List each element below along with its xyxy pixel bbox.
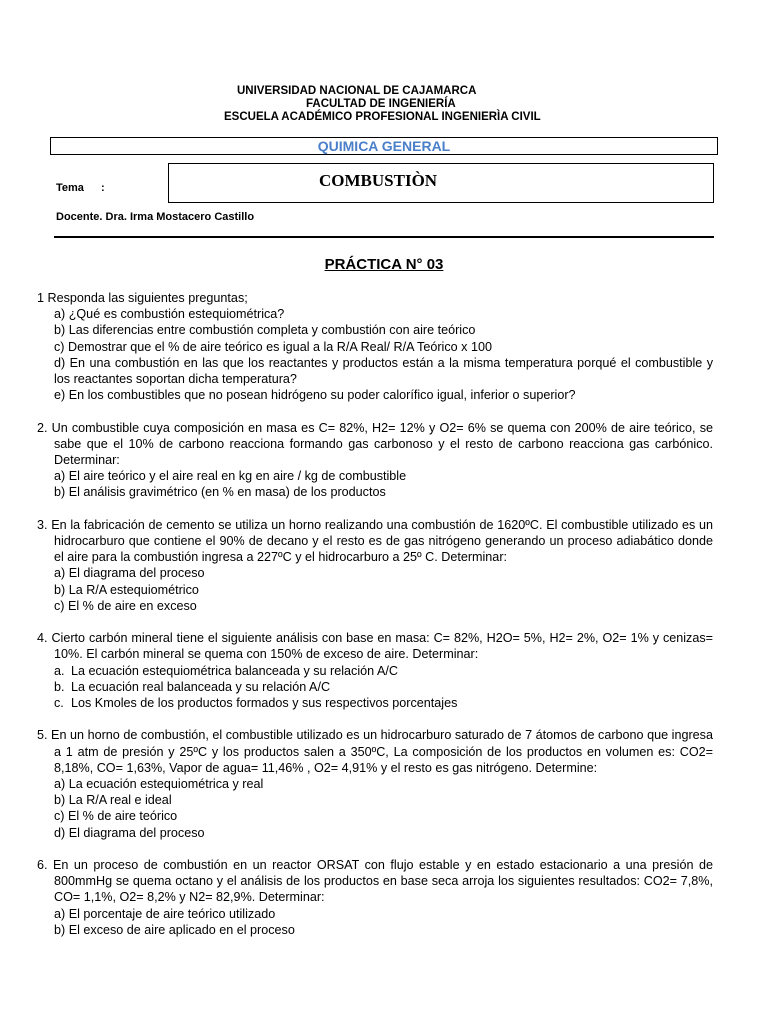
topic-box bbox=[168, 163, 714, 203]
question-stem: 1 Responda las siguientes preguntas; bbox=[37, 291, 248, 305]
list-letter: a. bbox=[54, 663, 65, 678]
question-2 bbox=[37, 420, 713, 501]
question-5 bbox=[37, 727, 713, 840]
question-stem: 5. En un horno de combustión, el combustible utilizado es un hidrocarburo saturado de 7 átomos de carbono que ingresa a 1 atm de presión y 25ºC y los productos salen a 350ºC, La composición de los productos en volumen es: CO2= 8,18%, CO= 1,63%, Vapor de agua= 11,46% , O2= 4,91% y el resto es gas nitrógeno. Determine: bbox=[37, 728, 713, 775]
question-item: b) El análisis gravimétrico (en % en masa) de los productos bbox=[54, 485, 386, 500]
question-item: c) El % de aire en exceso bbox=[54, 598, 197, 613]
question-list-item bbox=[37, 695, 713, 711]
topic-title: COMBUSTIÒN bbox=[319, 171, 438, 190]
question-item: b) El exceso de aire aplicado en el proceso bbox=[54, 922, 295, 937]
question-item: d) El diagrama del proceso bbox=[54, 825, 205, 840]
question-4 bbox=[37, 630, 713, 711]
header-divider bbox=[54, 236, 714, 238]
question-list-item bbox=[37, 663, 713, 679]
question-stem: 2. Un combustible cuya composición en masa es C= 82%, H2= 12% y O2= 6% se quema con 200% de aire teórico, se sabe que el 10% de carbono reacciona formando gas carbonoso y el resto de carbono reacciona gas carbónico. Determinar: bbox=[37, 420, 713, 468]
list-text: La ecuación estequiométrica balanceada y su relación A/C bbox=[71, 663, 398, 678]
course-title: QUIMICA GENERAL bbox=[50, 137, 718, 155]
question-item: e) En los combustibles que no posean hidrógeno su poder calorífico igual, inferior o superior? bbox=[54, 388, 576, 403]
question-stem: 4. Cierto carbón mineral tiene el siguiente análisis con base en masa: C= 82%, H2O= 5%, H2= 2%, O2= 1% y cenizas= 10%. El carbón mineral se quema con 150% de exceso de aire. Determinar: bbox=[37, 631, 713, 662]
school-name: ESCUELA ACADÉMICO PROFESIONAL INGENIERÌA CIVIL bbox=[224, 111, 541, 123]
question-item: a) El porcentaje de aire teórico utilizado bbox=[54, 906, 276, 921]
practice-title: PRÁCTICA N° 03 bbox=[324, 256, 444, 273]
university-name: UNIVERSIDAD NACIONAL DE CAJAMARCA bbox=[237, 85, 477, 97]
list-text: Los Kmoles de los productos formados y sus respectivos porcentajes bbox=[71, 696, 458, 711]
question-item: a) El aire teórico y el aire real en kg en aire / kg de combustible bbox=[54, 469, 407, 484]
question-item: a) ¿Qué es combustión estequiométrica? bbox=[54, 307, 285, 322]
question-item: a) El diagrama del proceso bbox=[54, 566, 205, 581]
question-item: c) Demostrar que el % de aire teórico es igual a la R/A Real/ R/A Teórico x 100 bbox=[54, 339, 492, 354]
question-1 bbox=[37, 290, 713, 403]
question-6 bbox=[37, 857, 713, 938]
questions-body bbox=[37, 290, 713, 954]
question-item: b) La R/A real e ideal bbox=[54, 793, 172, 808]
faculty-name: FACULTAD DE INGENIERÍA bbox=[306, 98, 456, 110]
list-letter: b. bbox=[54, 679, 65, 694]
question-item: c) El % de aire teórico bbox=[54, 809, 178, 824]
question-item: a) La ecuación estequiométrica y real bbox=[54, 777, 264, 792]
question-item: b) La R/A estequiométrico bbox=[54, 582, 199, 597]
docente-line: Docente. Dra. Irma Mostacero Castillo bbox=[56, 211, 255, 223]
tema-colon: : bbox=[101, 182, 105, 194]
question-stem: 6. En un proceso de combustión en un reactor ORSAT con flujo estable y en estado estacionario a una presión de 800mmHg se quema octano y el análisis de los productos en base seca arroja los siguientes resultados: CO2= 7,8%, CO= 1,1%, O2= 8,2% y N2= 82,9%. Determinar: bbox=[37, 858, 713, 905]
question-item: d) En una combustión en las que los reactantes y productos están a la misma temperatura porqué el combustible y los reactantes soportan dicha temperatura? bbox=[54, 355, 713, 387]
list-letter: c. bbox=[54, 696, 64, 711]
question-list-item bbox=[37, 679, 713, 695]
list-text: La ecuación real balanceada y su relación A/C bbox=[71, 679, 331, 694]
tema-label: Tema bbox=[56, 182, 84, 194]
question-stem: 3. En la fabricación de cemento se utiliza un horno realizando una combustión de 1620ºC. El combustible utilizado es un hidrocarburo que contiene el 90% de decano y el resto es de gas nitrógeno generando un proceso adiabático donde el aire para la combustión ingresa a 227ºC y el hidrocarburo a 25º C. Determinar: bbox=[37, 517, 713, 565]
question-item: b) Las diferencias entre combustión completa y combustión con aire teórico bbox=[54, 323, 476, 338]
question-3 bbox=[37, 517, 713, 614]
